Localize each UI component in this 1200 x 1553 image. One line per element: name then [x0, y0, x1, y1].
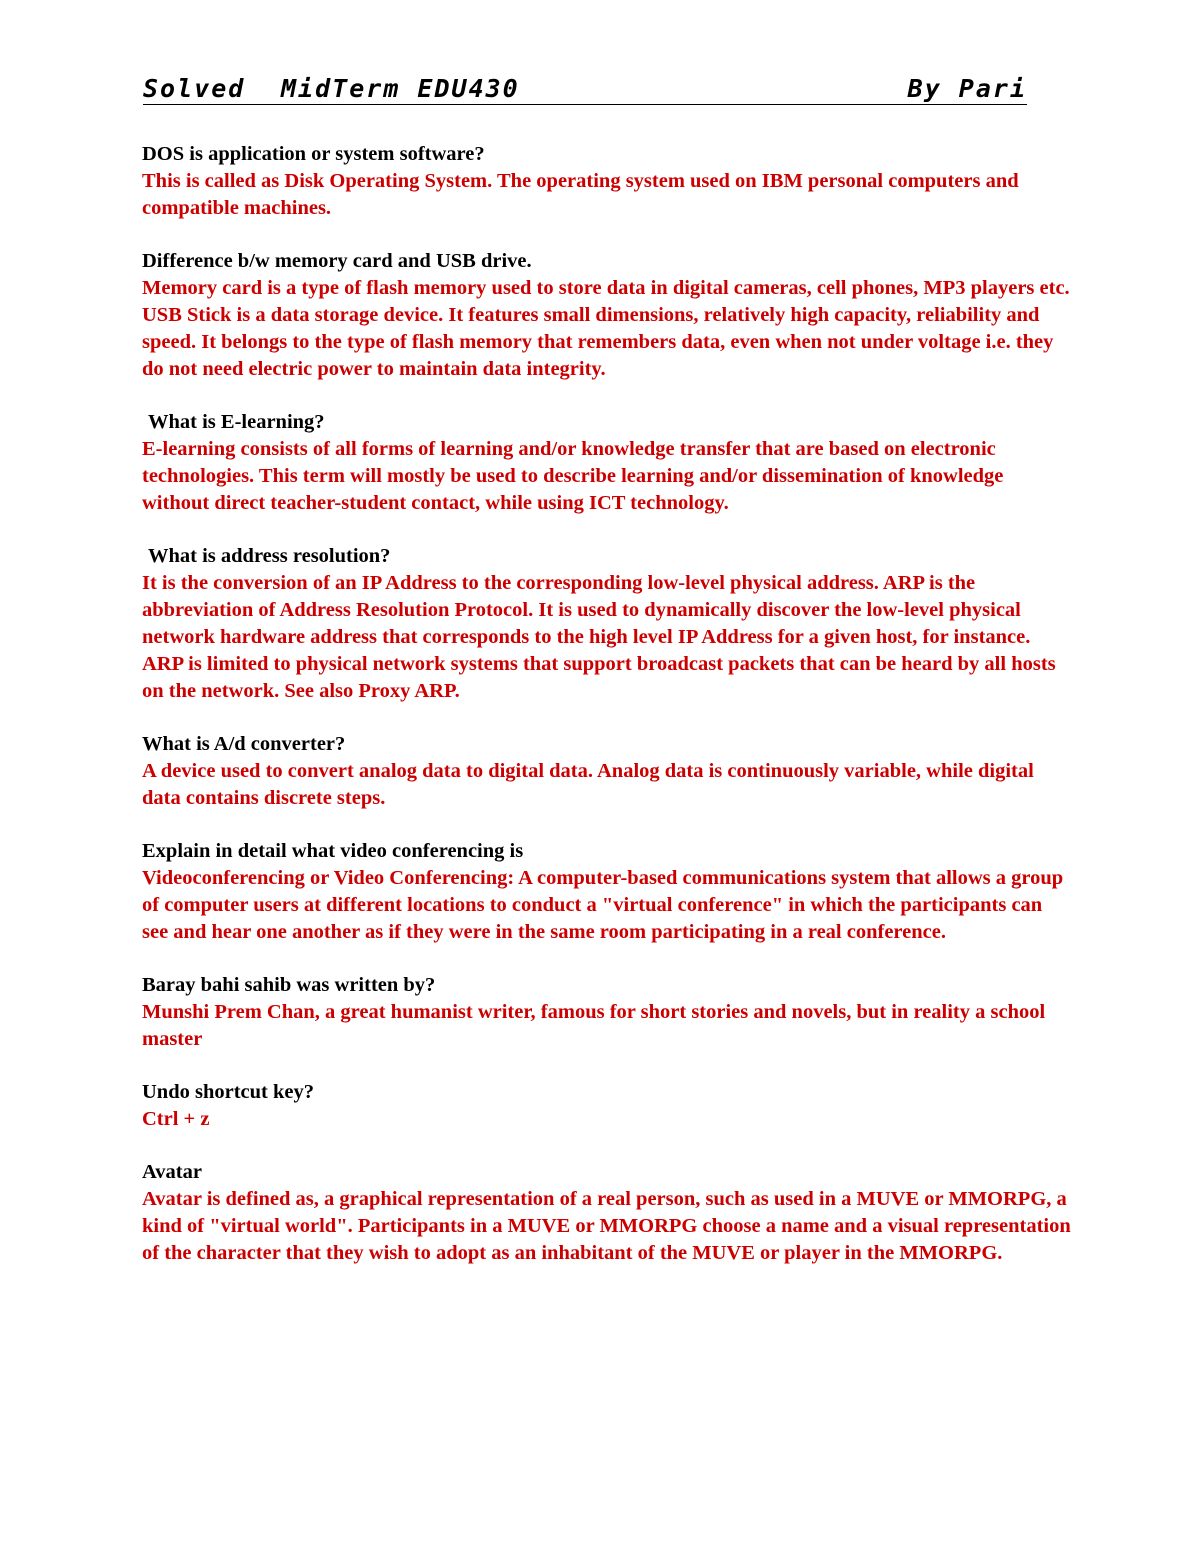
qa-item	[142, 731, 1072, 812]
question-text: Baray bahi sahib was written by?	[142, 974, 436, 996]
header-title: MidTerm EDU430	[281, 74, 520, 103]
qa-item	[142, 1159, 1072, 1267]
qa-item	[142, 409, 1072, 517]
qa-item	[142, 248, 1072, 383]
answer-text: This is called as Disk Operating System. The operating system used on IBM personal computers and compatible machines.	[142, 170, 1019, 219]
question-text: What is E-learning?	[148, 411, 325, 433]
header-left-text: Solved	[143, 74, 246, 103]
qa-item	[142, 838, 1072, 946]
answer-text: Videoconferencing or Video Conferencing: A computer-based communications system that allows a group of computer users at different locations to conduct a "virtual conference" in which the participants can see and hear one another as if they were in the same room participating in a real conference.	[142, 867, 1064, 943]
qa-item	[142, 972, 1072, 1053]
answer-text: Avatar is defined as, a graphical representation of a real person, such as used in a MUVE or MMORPG, a kind of "virtual world". Participants in a MUVE or MMORPG choose a name and a visual representation of the character that they wish to adopt as an inhabitant of the MUVE or player in the MMORPG.	[142, 1188, 1071, 1264]
answer-text: E-learning consists of all forms of learning and/or knowledge transfer that are based on electronic technologies. This term will mostly be used to describe learning and/or dissemination of knowledge without direct teacher-student contact, while using ICT technology.	[142, 438, 1004, 514]
answer-text: Memory card is a type of flash memory used to store data in digital cameras, cell phones, MP3 players etc. USB Stick is a data storage device. It features small dimensions, relatively high capacity, reliability and speed. It belongs to the type of flash memory that remembers data, even when not under voltage i.e. they do not need electric power to maintain data integrity.	[142, 277, 1070, 380]
qa-item	[142, 141, 1072, 222]
question-text: DOS is application or system software?	[142, 143, 485, 165]
question-text: Difference b/w memory card and USB drive.	[142, 250, 532, 272]
question-text: What is A/d converter?	[142, 733, 346, 755]
qa-item	[142, 543, 1072, 705]
answer-text: Ctrl + z	[142, 1108, 210, 1130]
question-text: Avatar	[142, 1161, 202, 1183]
qa-content	[142, 141, 1072, 1293]
answer-text: A device used to convert analog data to digital data. Analog data is continuously variable, while digital data contains discrete steps.	[142, 760, 1034, 809]
answer-text: Munshi Prem Chan, a great humanist writer, famous for short stories and novels, but in reality a school master	[142, 1001, 1046, 1050]
header-author: By Pari	[907, 74, 1027, 103]
question-text: What is address resolution?	[148, 545, 391, 567]
qa-item	[142, 1079, 1072, 1133]
question-text: Explain in detail what video conferencing is	[142, 840, 524, 862]
page-header	[143, 70, 1027, 105]
question-text: Undo shortcut key?	[142, 1081, 314, 1103]
answer-text: It is the conversion of an IP Address to the corresponding low-level physical address. ARP is the abbreviation of Address Resolution Protocol. It is used to dynamically discover the low-level physical network hardware address that corresponds to the high level IP Address for a given host, for instance. ARP is limited to physical network systems that support broadcast packets that can be heard by all hosts on the network. See also Proxy ARP.	[142, 572, 1056, 702]
